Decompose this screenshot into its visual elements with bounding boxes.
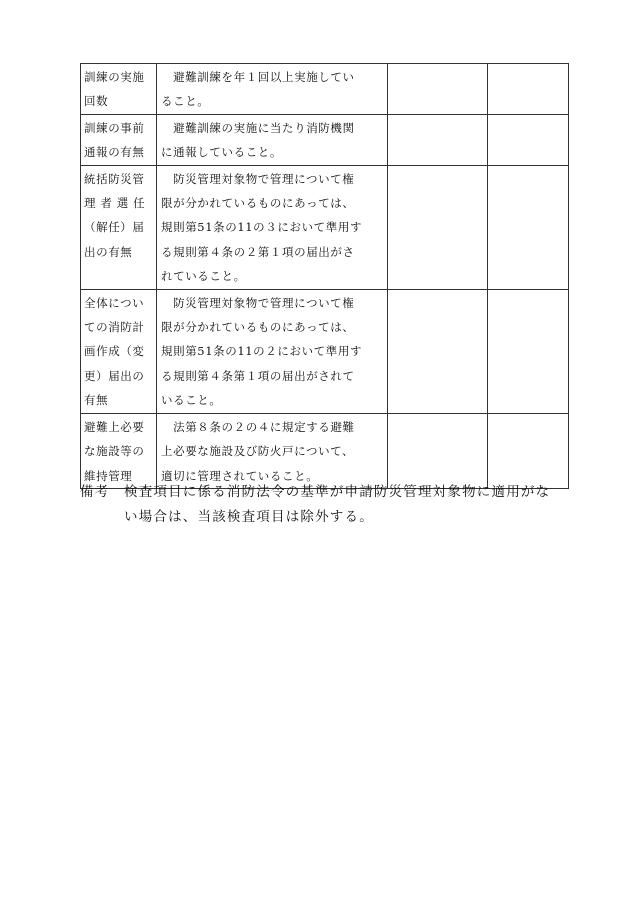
remarks-cell: [488, 289, 569, 413]
inspection-content-cell: [157, 289, 388, 413]
result-cell: [388, 114, 488, 165]
inspection-content-text: 避難訓練を年１回以上実施してい ること。: [161, 70, 355, 109]
note-first-line: [80, 480, 580, 505]
inspection-content-cell: [157, 64, 388, 115]
remarks-cell: [488, 165, 569, 289]
inspection-item-text: 統括防災管 理 者 選 任 （解任）届 出の有無: [84, 171, 146, 259]
remarks-cell: [488, 413, 569, 488]
inspection-item-cell: [81, 165, 157, 289]
table-row: [81, 165, 569, 289]
result-cell: [388, 413, 488, 488]
table-row: [81, 64, 569, 115]
result-cell: [388, 165, 488, 289]
inspection-item-cell: [81, 64, 157, 115]
inspection-item-cell: [81, 413, 157, 488]
inspection-table: [80, 63, 569, 489]
remarks-cell: [488, 114, 569, 165]
table-row: [81, 114, 569, 165]
inspection-content-text: 防災管理対象物で管理について権 限が分かれているものにあっては、 規則第51条の11の２において準用す る規則第４条第１項の届出がされて いること。: [161, 295, 363, 408]
table-row: [81, 289, 569, 413]
remarks-note: [80, 480, 580, 530]
inspection-item-cell: [81, 289, 157, 413]
result-cell: [388, 289, 488, 413]
inspection-content-cell: [157, 165, 388, 289]
table-row: [81, 413, 569, 488]
note-text-line2: い場合は、当該検査項目は除外する。: [124, 509, 374, 525]
inspection-item-text: 訓練の実施 回数: [84, 70, 145, 109]
note-label: 備考: [80, 484, 110, 500]
inspection-content-cell: [157, 413, 388, 488]
inspection-content-text: 避難訓練の実施に当たり消防機関 に通報していること。: [161, 120, 355, 160]
inspection-item-text: 全体につい ての消防計 画作成（変 更）届出の 有無: [84, 295, 145, 408]
inspection-item-text: 訓練の事前 通報の有無: [84, 120, 145, 160]
inspection-content-cell: [157, 114, 388, 165]
remarks-cell: [488, 64, 569, 115]
inspection-item-text: 避難上必要 な施設等の 維持管理: [84, 419, 145, 483]
note-text-line1: 検査項目に係る消防法令の基準が申請防災管理対象物に適用がな: [124, 484, 551, 500]
inspection-content-text: 防災管理対象物で管理について権 限が分かれているものにあっては、 規則第51条の11の３において準用す る規則第４条の２第１項の届出がさ れていること。: [161, 171, 363, 284]
inspection-item-cell: [81, 114, 157, 165]
result-cell: [388, 64, 488, 115]
inspection-content-text: 法第８条の２の４に規定する避難 上必要な施設及び防火戸について、 適切に管理されていること。: [161, 419, 355, 483]
